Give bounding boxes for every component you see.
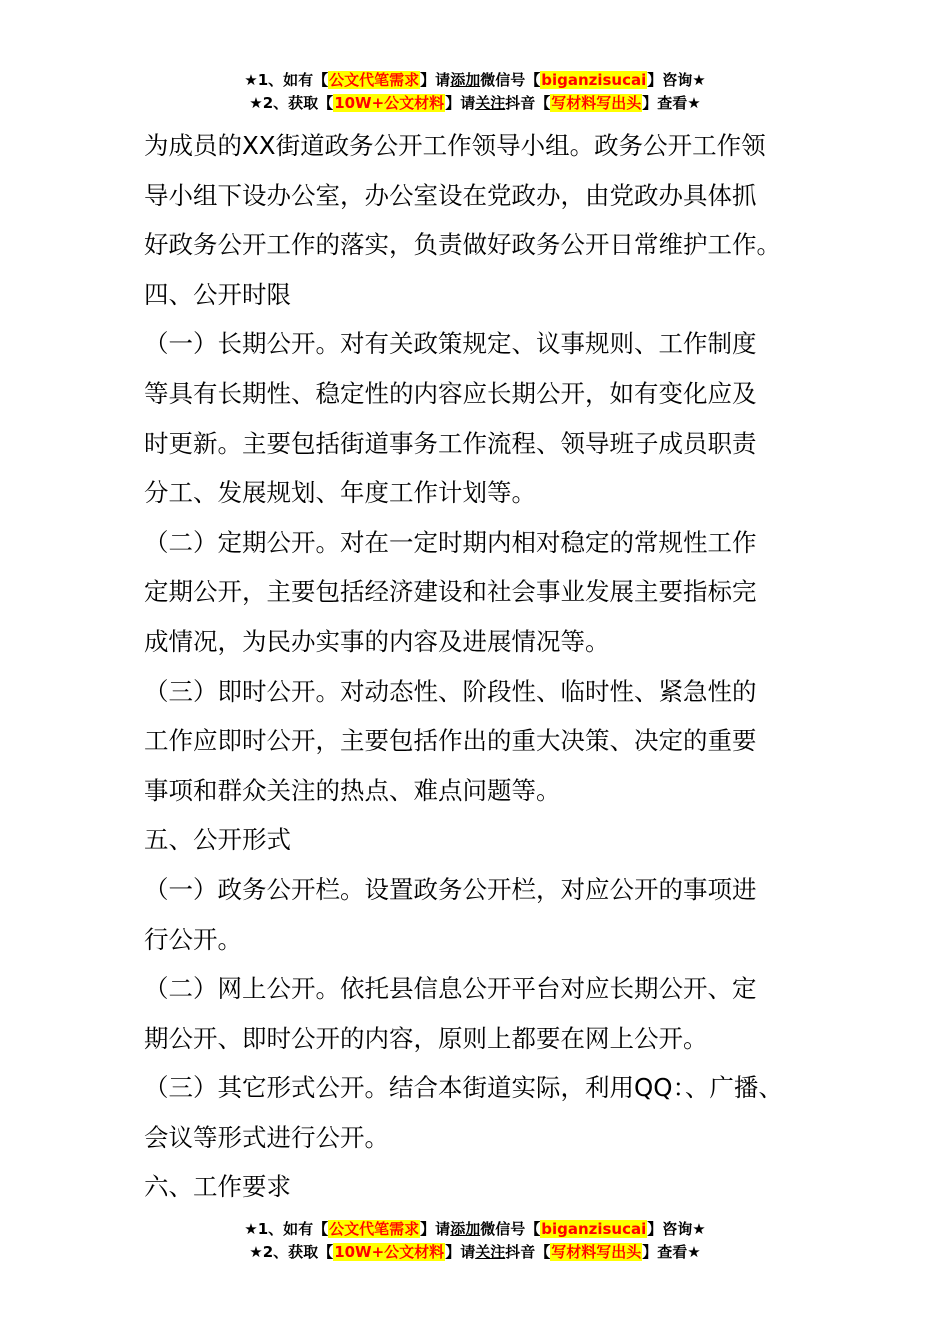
banner-text: 抖音【 bbox=[505, 1243, 551, 1261]
text-line: （三）即时公开。对动态性、阶段性、临时性、紧急性的 bbox=[144, 676, 757, 706]
text-line: 成情况，为民办实事的内容及进展情况等。 bbox=[144, 626, 610, 656]
banner-highlight: 写材料写出头 bbox=[551, 1243, 642, 1261]
banner-line-2 bbox=[0, 1241, 950, 1264]
banner-highlight: 公文代笔需求 bbox=[329, 71, 420, 89]
banner-text: 微信号【 bbox=[480, 1220, 541, 1238]
banner-text: 】查看★ bbox=[642, 1243, 701, 1261]
banner-text: ★1、如有【 bbox=[244, 1220, 329, 1238]
banner-highlight: 10W+公文材料 bbox=[334, 94, 445, 112]
text-line: 等具有长期性、稳定性的内容应长期公开，如有变化应及 bbox=[144, 378, 757, 408]
banner-emphasis: 关注 bbox=[475, 94, 506, 112]
section-heading: 六、工作要求 bbox=[144, 1172, 291, 1202]
text-line: 会议等形式进行公开。 bbox=[144, 1122, 389, 1152]
text-line: 定期公开，主要包括经济建设和社会事业发展主要指标完 bbox=[144, 577, 757, 607]
text-line: 期公开、即时公开的内容，原则上都要在网上公开。 bbox=[144, 1023, 708, 1053]
text-line: 时更新。主要包括街道事务工作流程、领导班子成员职责 bbox=[144, 428, 757, 458]
banner-text: 微信号【 bbox=[480, 71, 541, 89]
banner-highlight: 10W+公文材料 bbox=[334, 1243, 445, 1261]
text-line: 为成员的XX街道政务公开工作领导小组。政务公开工作领 bbox=[144, 131, 766, 160]
text-line: （一）长期公开。对有关政策规定、议事规则、工作制度 bbox=[144, 329, 757, 359]
banner-text: 抖音【 bbox=[505, 94, 551, 112]
banner-text: 】咨询★ bbox=[647, 71, 706, 89]
banner-text: ★2、获取【 bbox=[249, 94, 334, 112]
section-heading: 五、公开形式 bbox=[144, 825, 291, 855]
banner-emphasis: 添加 bbox=[450, 71, 481, 89]
text-line: （二）网上公开。依托县信息公开平台对应长期公开、定 bbox=[144, 974, 757, 1004]
banner-text: ★1、如有【 bbox=[244, 71, 329, 89]
banner-text: 】请 bbox=[420, 71, 451, 89]
banner-line-2 bbox=[0, 92, 950, 115]
banner-line-1 bbox=[0, 69, 950, 92]
footer-banner bbox=[0, 1218, 950, 1264]
banner-highlight: 公文代笔需求 bbox=[329, 1220, 420, 1238]
section-heading: 四、公开时限 bbox=[144, 279, 291, 309]
banner-highlight: 写材料写出头 bbox=[551, 94, 642, 112]
text-line: （三）其它形式公开。结合本街道实际，利用QQ：、广播、 bbox=[144, 1073, 783, 1103]
text-line: 事项和群众关注的热点、难点问题等。 bbox=[144, 775, 561, 805]
text-line: 分工、发展规划、年度工作计划等。 bbox=[144, 478, 536, 508]
text-line: 工作应即时公开，主要包括作出的重大决策、决定的重要 bbox=[144, 726, 757, 756]
banner-emphasis: 添加 bbox=[450, 1220, 481, 1238]
banner-text: ★2、获取【 bbox=[249, 1243, 334, 1261]
banner-text: 】请 bbox=[420, 1220, 451, 1238]
text-line: 行公开。 bbox=[144, 924, 242, 954]
banner-highlight: biganzisucai bbox=[541, 71, 647, 89]
banner-text: 】查看★ bbox=[642, 94, 701, 112]
text-line: （二）定期公开。对在一定时期内相对稳定的常规性工作 bbox=[144, 527, 757, 557]
banner-text: 】咨询★ bbox=[647, 1220, 706, 1238]
banner-highlight: biganzisucai bbox=[541, 1220, 647, 1238]
text-line: （一）政务公开栏。设置政务公开栏，对应公开的事项进 bbox=[144, 874, 757, 904]
banner-line-1 bbox=[0, 1218, 950, 1241]
text-line: 导小组下设办公室，办公室设在党政办，由党政办具体抓 bbox=[144, 180, 757, 210]
banner-text: 】请 bbox=[445, 1243, 476, 1261]
text-line: 好政务公开工作的落实，负责做好政务公开日常维护工作。 bbox=[144, 230, 781, 260]
document-body bbox=[144, 121, 834, 1212]
header-banner bbox=[0, 69, 950, 115]
banner-text: 】请 bbox=[445, 94, 476, 112]
banner-emphasis: 关注 bbox=[475, 1243, 506, 1261]
